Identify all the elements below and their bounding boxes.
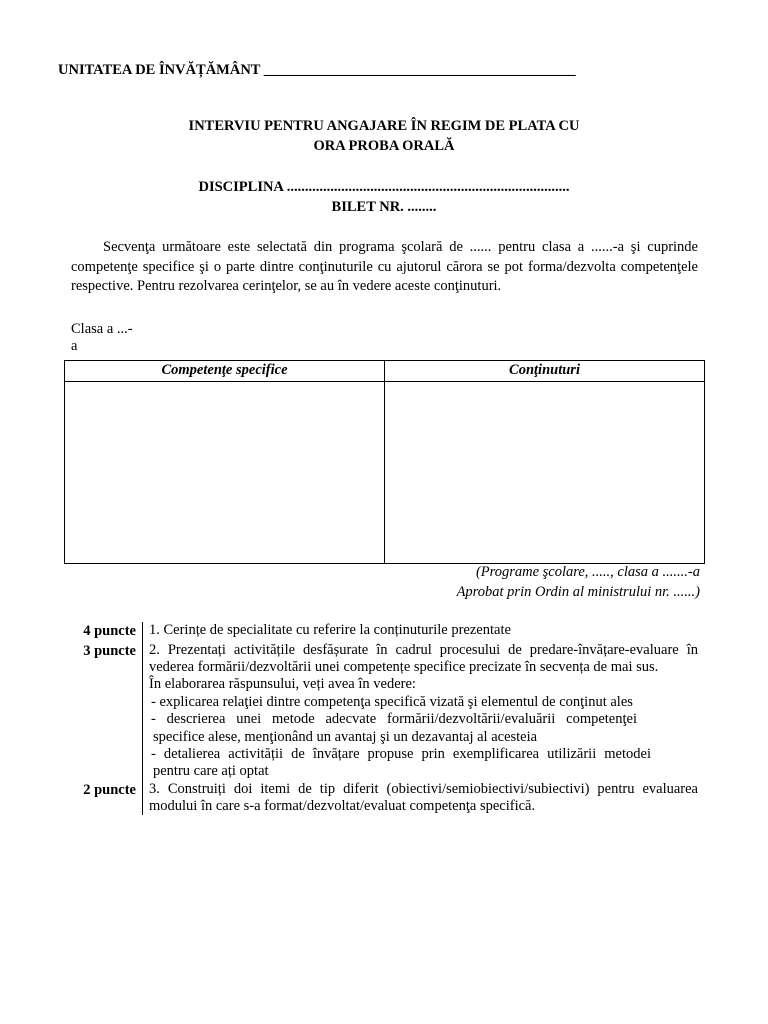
task-line: vederea formării/dezvoltării unei competențe specifice precizate în secvența de mai sus. <box>149 658 659 675</box>
task-line: În elaborarea răspunsului, veți avea în vedere: <box>149 676 416 693</box>
task-line: 2. Prezentați activitățile desfășurate în cadrul procesului de predare-învățare-evaluare în <box>149 641 698 658</box>
class-label-line-1: Clasa a ...- <box>71 321 133 337</box>
task-line: - detalierea activității de învățare propuse prin exemplificarea utilizării metodei <box>151 745 651 762</box>
task-line: 3. Construiți doi itemi de tip diferit (obiectivi/semiobiectivi/subiectivi) pentru evaluarea <box>149 780 698 797</box>
source-note <box>300 563 700 602</box>
contents-cell <box>385 382 705 564</box>
class-label <box>71 321 161 356</box>
class-label-line-2: a <box>71 338 78 355</box>
task-line: pentru care ați optat <box>153 763 269 780</box>
task-text <box>142 622 698 642</box>
school-unit-label: UNITATEA DE ÎNVĂȚĂMÂNT ___________________________________________ <box>58 62 576 78</box>
task-points: 2 puncte <box>83 781 136 798</box>
discipline-block <box>64 178 704 217</box>
task-line: - descrierea unei metode adecvate formării/dezvoltării/evaluării competenţei <box>151 711 637 728</box>
discipline-label: DISCIPLINA .............................................................................. <box>198 179 570 195</box>
title-line-1: INTERVIU PENTRU ANGAJARE ÎN REGIM DE PLATA CU <box>188 118 580 134</box>
source-line-2: Aprobat prin Ordin al ministrului nr. ......) <box>456 583 700 600</box>
task-line: - explicarea relaţiei dintre competenţa specifică vizată şi elementul de conţinut ales <box>151 693 633 710</box>
task-line: modului în care s-a format/dezvoltat/evaluat competenţa specifică. <box>149 798 536 815</box>
competences-cell <box>65 382 385 564</box>
task-points: 4 puncte <box>83 623 136 639</box>
task-2 <box>64 642 704 781</box>
column-header-competences: Competenţe specifice <box>65 361 385 382</box>
title-line-2: ORA PROBA ORALĂ <box>313 137 455 154</box>
task-line: 1. Cerințe de specialitate cu referire la conținuturile prezentate <box>149 622 511 638</box>
task-1 <box>64 622 704 642</box>
table-row <box>65 382 705 564</box>
table-header-row <box>65 361 705 382</box>
task-3 <box>64 781 704 816</box>
intro-paragraph: Secvenţa următoare este selectată din programa şcolară de ...... pentru clasa a ......-a şi cuprinde competenţe specifice şi o parte dintre conţinuturile cu ajutorul cărora se pot forma/dezvolta competenţele respective. Pentru rezolvarea cerinţelor, se au în vedere aceste conţinuturi. <box>71 239 698 295</box>
document-title <box>64 117 704 156</box>
tasks-list <box>64 622 704 815</box>
ticket-number: BILET NR. ........ <box>331 198 437 215</box>
task-text <box>142 781 698 816</box>
column-header-contents: Conţinuturi <box>385 361 705 382</box>
task-points: 3 puncte <box>83 642 136 659</box>
competences-table <box>64 360 705 564</box>
task-text <box>142 642 698 781</box>
task-line: specifice alese, menţionând un avantaj şi un dezavantaj al acesteia <box>153 728 538 745</box>
source-line-1: (Programe şcolare, ....., clasa a .......-a <box>475 564 700 580</box>
